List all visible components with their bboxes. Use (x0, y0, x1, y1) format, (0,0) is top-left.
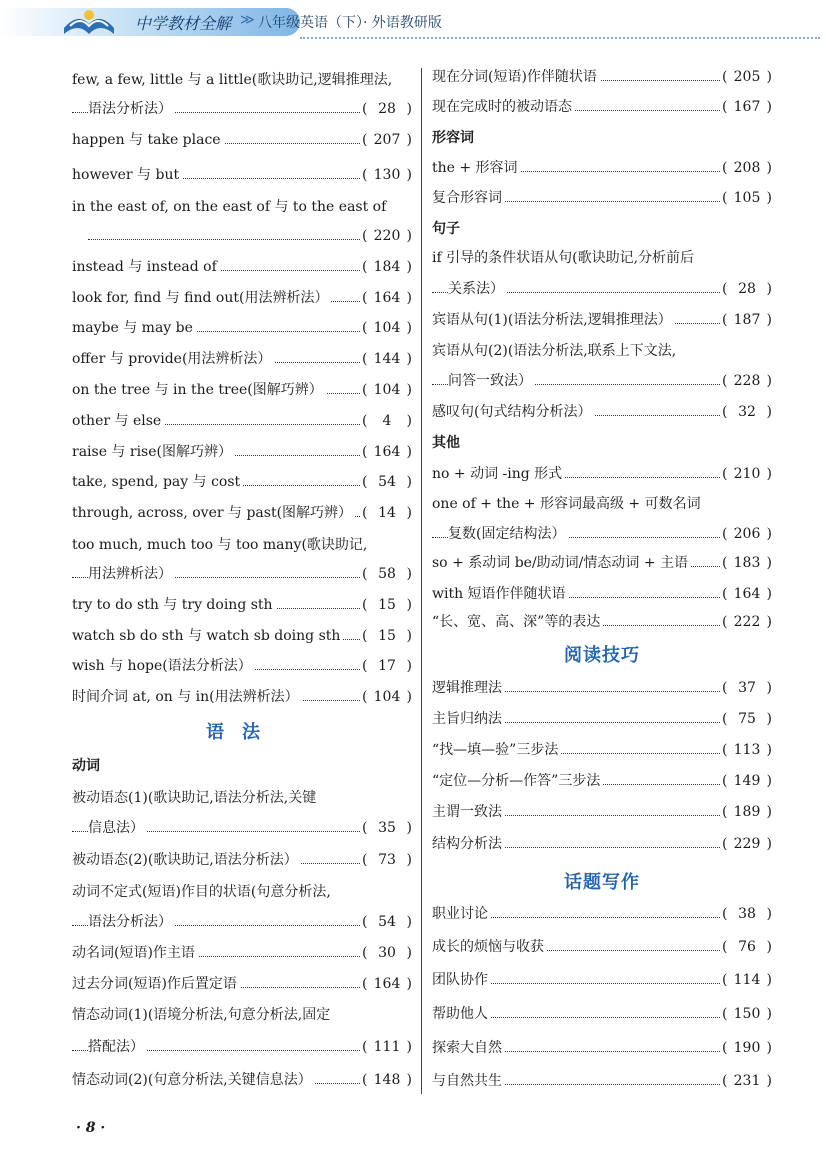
index-entry: 现在完成时的被动语态 ( 167 ) (432, 95, 772, 119)
index-entry-line: one of + the + 形容词最高级 + 可数名词 (432, 492, 772, 516)
page-ref: ( 228 ) (722, 369, 772, 393)
index-entry: 感叹句(句式结构分析法） ( 32 ) (432, 400, 772, 424)
page-ref: ( 231 ) (722, 1069, 772, 1093)
index-entry: watch sb do sth 与 watch sb doing sth ( 15 ) (72, 624, 412, 648)
page-ref: ( 35 ) (362, 816, 412, 840)
page-ref: ( 167 ) (722, 95, 772, 119)
index-entry: no + 动词 -ing 形式 ( 210 ) (432, 462, 772, 486)
page-ref: ( 164 ) (722, 582, 772, 606)
page-ref: ( 208 ) (722, 156, 772, 180)
section-title-reading: 阅读技巧 (564, 645, 640, 666)
index-entry: take, spend, pay 与 cost ( 54 ) (72, 470, 412, 494)
page-ref: ( 148 ) (362, 1068, 412, 1092)
category-verb: 动词 (72, 758, 100, 774)
page-ref: ( 37 ) (722, 676, 772, 700)
page-ref: ( 76 ) (722, 935, 772, 959)
page-ref: ( 38 ) (722, 902, 772, 926)
index-entry: “定位—分析—作答”三步法 ( 149 ) (432, 769, 772, 793)
page-ref: ( 187 ) (722, 308, 772, 332)
page-ref: ( 183 ) (722, 551, 772, 575)
index-entry-line: few, a few, little 与 a little(歌诀助记,逻辑推理法, (72, 68, 412, 92)
header-arrows: ≫ (240, 12, 255, 28)
index-entry-line: 动词不定式(短语)作目的状语(句意分析法, (72, 880, 412, 904)
page-ref: ( 207 ) (362, 128, 412, 152)
page-ref: ( 14 ) (362, 501, 412, 525)
index-entry: 逻辑推理法 ( 37 ) (432, 676, 772, 700)
page-ref: ( 150 ) (722, 1002, 772, 1026)
page-ref: ( 190 ) (722, 1036, 772, 1060)
index-entry: 探索大自然 ( 190 ) (432, 1036, 772, 1060)
header-dotted-rule (300, 37, 820, 39)
index-entry: 时间介词 at, on 与 in(用法辨析法） ( 104 ) (72, 685, 412, 709)
index-entry: 团队协作 ( 114 ) (432, 968, 772, 992)
index-entry: 搭配法） ( 111 ) (72, 1035, 412, 1059)
index-entry: 用法辨析法） ( 58 ) (72, 562, 412, 586)
column-divider (421, 68, 422, 1094)
index-entry: 帮助他人 ( 150 ) (432, 1002, 772, 1026)
page-ref: ( 104 ) (362, 316, 412, 340)
index-entry: with 短语作伴随状语 ( 164 ) (432, 582, 772, 606)
page-ref: ( 15 ) (362, 624, 412, 648)
page-ref: ( 32 ) (722, 400, 772, 424)
page-ref: ( 28 ) (362, 97, 412, 121)
index-entry: 被动语态(2)(歌诀助记,语法分析法） ( 73 ) (72, 848, 412, 872)
page-ref: ( 206 ) (722, 522, 772, 546)
index-entry-line: in the east of, on the east of 与 to the east of (72, 195, 412, 219)
index-entry: 信息法） ( 35 ) (72, 816, 412, 840)
page-ref: ( 184 ) (362, 255, 412, 279)
page-ref: ( 104 ) (362, 685, 412, 709)
index-entry: 结构分析法 ( 229 ) (432, 832, 772, 856)
page-ref: ( 114 ) (722, 968, 772, 992)
index-entry: look for, find 与 find out(用法辨析法） ( 164 ) (72, 286, 412, 310)
index-entry: 问答一致法） ( 228 ) (432, 369, 772, 393)
book-logo-icon (60, 6, 118, 42)
page-ref: ( 111 ) (362, 1035, 412, 1059)
index-entry: 主旨归纳法 ( 75 ) (432, 707, 772, 731)
page-ref: ( 15 ) (362, 593, 412, 617)
index-entry: offer 与 provide(用法辨析法） ( 144 ) (72, 347, 412, 371)
page-ref: ( 30 ) (362, 941, 412, 965)
index-entry: 语法分析法） ( 28 ) (72, 97, 412, 121)
page-ref: ( 189 ) (722, 800, 772, 824)
page-ref: ( 149 ) (722, 769, 772, 793)
index-entry: 与自然共生 ( 231 ) (432, 1069, 772, 1093)
page-ref: ( 222 ) (722, 610, 772, 634)
index-entry-line: 被动语态(1)(歌诀助记,语法分析法,关键 (72, 786, 412, 810)
page-ref: ( 4 ) (362, 409, 412, 433)
index-entry: try to do sth 与 try doing sth ( 15 ) (72, 593, 412, 617)
index-entry: 复合形容词 ( 105 ) (432, 186, 772, 210)
category-sentence: 句子 (432, 221, 460, 237)
index-entry: “找—填—验”三步法 ( 113 ) (432, 738, 772, 762)
index-entry: 语法分析法） ( 54 ) (72, 910, 412, 934)
page-ref: ( 144 ) (362, 347, 412, 371)
index-entry: through, across, over 与 past(图解巧辨） ( 14 ) (72, 501, 412, 525)
page-ref: ( 205 ) (722, 65, 772, 89)
index-entry: other 与 else ( 4 ) (72, 409, 412, 433)
index-entry: however 与 but ( 130 ) (72, 163, 412, 187)
index-entry: the + 形容词 ( 208 ) (432, 156, 772, 180)
page-ref: ( 130 ) (362, 163, 412, 187)
header-subtitle: 八年级英语（下）· 外语教研版 (258, 15, 442, 31)
index-entry-line: 宾语从句(2)(语法分析法,联系上下文法, (432, 339, 772, 363)
index-entry-line: 情态动词(1)(语境分析法,句意分析法,固定 (72, 1003, 412, 1027)
page-ref: ( 54 ) (362, 470, 412, 494)
header-title: 中学教材全解 (135, 14, 232, 33)
index-entry: on the tree 与 in the tree(图解巧辨） ( 104 ) (72, 378, 412, 402)
index-entry: 职业讨论 ( 38 ) (432, 902, 772, 926)
category-other: 其他 (432, 435, 460, 451)
page-ref: ( 17 ) (362, 654, 412, 678)
index-entry (72, 224, 412, 248)
index-entry: maybe 与 may be ( 104 ) (72, 316, 412, 340)
page-ref: ( 104 ) (362, 378, 412, 402)
index-entry: “长、宽、高、深”等的表达 ( 222 ) (432, 610, 772, 634)
page-ref: ( 54 ) (362, 910, 412, 934)
page-ref: ( 105 ) (722, 186, 772, 210)
index-entry: 过去分词(短语)作后置定语 ( 164 ) (72, 972, 412, 996)
index-entry: 宾语从句(1)(语法分析法,逻辑推理法） ( 187 ) (432, 308, 772, 332)
index-entry: happen 与 take place ( 207 ) (72, 128, 412, 152)
page-ref: ( 164 ) (362, 972, 412, 996)
page-ref: ( 229 ) (722, 832, 772, 856)
index-entry: 现在分词(短语)作伴随状语 ( 205 ) (432, 65, 772, 89)
index-entry-line: too much, much too 与 too many(歌诀助记, (72, 533, 412, 557)
section-title-grammar: 语法 (206, 722, 278, 743)
index-entry: instead 与 instead of ( 184 ) (72, 255, 412, 279)
index-entry: 主谓一致法 ( 189 ) (432, 800, 772, 824)
page-ref: ( 58 ) (362, 562, 412, 586)
index-entry: 复数(固定结构法） ( 206 ) (432, 522, 772, 546)
index-entry: 动名词(短语)作主语 ( 30 ) (72, 941, 412, 965)
index-entry: so + 系动词 be/助动词/情态动词 + 主语 ( 183 ) (432, 551, 772, 575)
page-ref: ( 220 ) (362, 224, 412, 248)
page-ref: ( 210 ) (722, 462, 772, 486)
page-ref: ( 164 ) (362, 286, 412, 310)
index-entry-line: if 引导的条件状语从句(歌诀助记,分析前后 (432, 246, 772, 270)
page-ref: ( 113 ) (722, 738, 772, 762)
index-entry: 成长的烦恼与收获 ( 76 ) (432, 935, 772, 959)
index-entry: 关系法） ( 28 ) (432, 277, 772, 301)
page-ref: ( 28 ) (722, 277, 772, 301)
page-ref: ( 164 ) (362, 440, 412, 464)
index-entry: wish 与 hope(语法分析法） ( 17 ) (72, 654, 412, 678)
page-header (0, 0, 826, 46)
index-entry: raise 与 rise(图解巧辨） ( 164 ) (72, 440, 412, 464)
section-title-writing: 话题写作 (564, 872, 640, 893)
page-ref: ( 75 ) (722, 707, 772, 731)
page-ref: ( 73 ) (362, 848, 412, 872)
index-entry: 情态动词(2)(句意分析法,关键信息法） ( 148 ) (72, 1068, 412, 1092)
page-number: · 8 · (76, 1120, 106, 1136)
category-adjective: 形容词 (432, 130, 474, 146)
